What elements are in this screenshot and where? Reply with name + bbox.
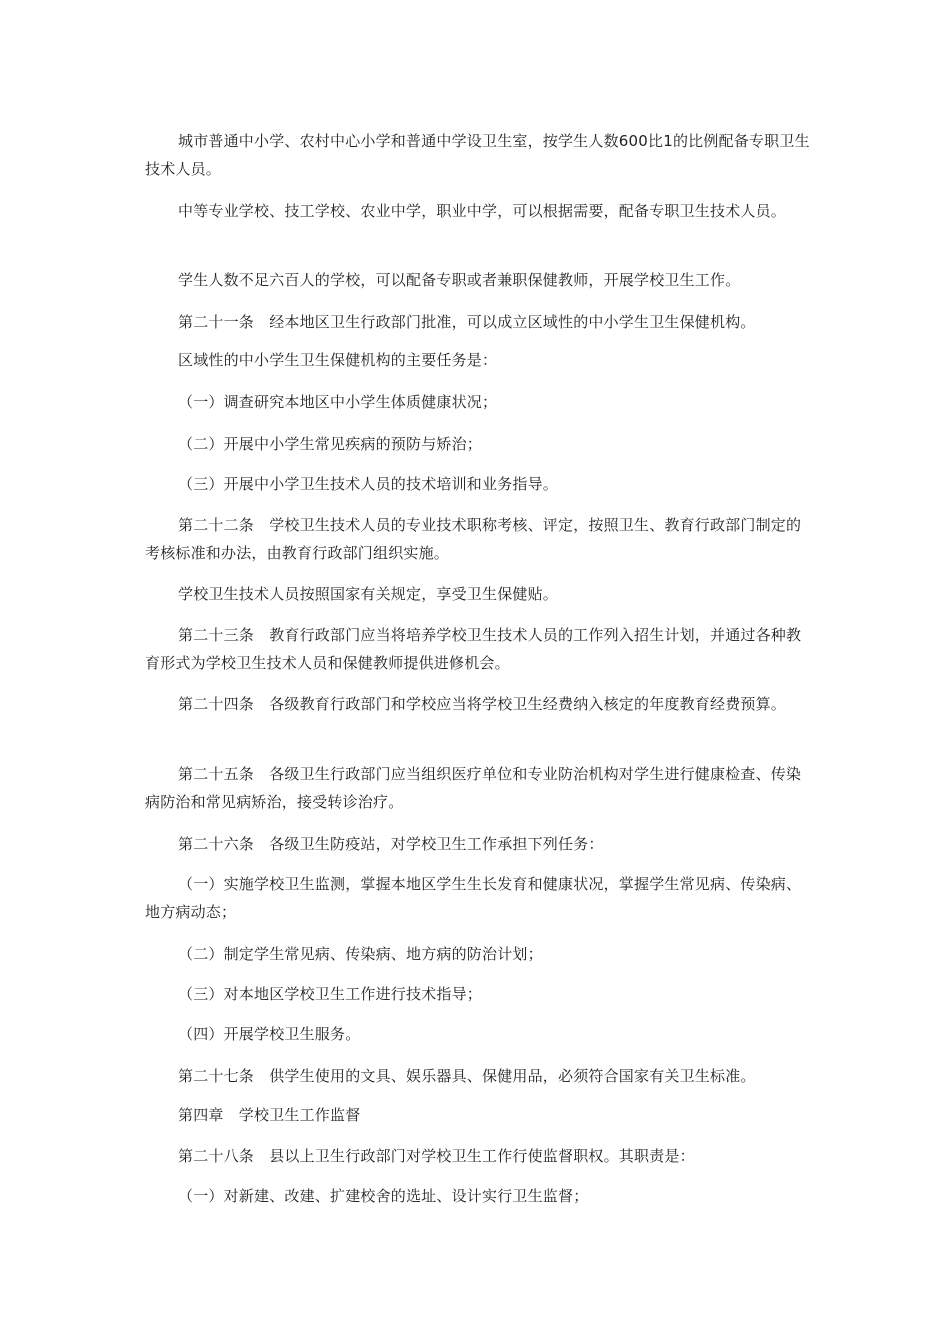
chapter-heading: 第四章 学校卫生工作监督 [178, 1106, 361, 1124]
paragraph: （一）调查研究本地区中小学生体质健康状况； [178, 393, 498, 411]
paragraph: （三）对本地区学校卫生工作进行技术指导； [178, 985, 483, 1003]
paragraph: （二）开展中小学生常见疾病的预防与矫治； [178, 435, 483, 453]
paragraph: （二）制定学生常见病、传染病、地方病的防治计划； [178, 945, 543, 963]
paragraph: 学校卫生技术人员按照国家有关规定，享受卫生保健贴。 [178, 585, 559, 603]
paragraph: （一）实施学校卫生监测，掌握本地区学生生长发育和健康状况，掌握学生常见病、传染病、地方病动态； [145, 875, 802, 921]
paragraph: 中等专业学校、技工学校、农业中学，职业中学，可以根据需要，配备专职卫生技术人员。 [178, 202, 787, 220]
paragraph: 第二十四条 各级教育行政部门和学校应当将学校卫生经费纳入核定的年度教育经费预算。 [178, 695, 787, 713]
paragraph: 第二十五条 各级卫生行政部门应当组织医疗单位和专业防治机构对学生进行健康检查、传染病防治和常见病矫治，接受转诊治疗。 [145, 765, 802, 811]
paragraph: 第二十八条 县以上卫生行政部门对学校卫生工作行使监督职权。其职责是： [178, 1147, 695, 1165]
paragraph: （四）开展学校卫生服务。 [178, 1025, 361, 1043]
paragraph: 城市普通中小学、农村中心小学和普通中学设卫生室，按学生人数600比1的比例配备专职卫生技术人员。 [145, 132, 810, 178]
paragraph: 第二十七条 供学生使用的文具、娱乐器具、保健用品，必须符合国家有关卫生标准。 [178, 1067, 756, 1085]
paragraph: （一）对新建、改建、扩建校舍的选址、设计实行卫生监督； [178, 1187, 589, 1205]
paragraph: 第二十三条 教育行政部门应当将培养学校卫生技术人员的工作列入招生计划，并通过各种教育形式为学校卫生技术人员和保健教师提供进修机会。 [145, 626, 802, 672]
paragraph: 第二十二条 学校卫生技术人员的专业技术职称考核、评定，按照卫生、教育行政部门制定的考核标准和办法，由教育行政部门组织实施。 [145, 516, 802, 562]
paragraph: 学生人数不足六百人的学校，可以配备专职或者兼职保健教师，开展学校卫生工作。 [178, 271, 741, 289]
paragraph: 区域性的中小学生卫生保健机构的主要任务是： [178, 351, 498, 369]
paragraph: （三）开展中小学卫生技术人员的技术培训和业务指导。 [178, 475, 559, 493]
paragraph: 第二十一条 经本地区卫生行政部门批准，可以成立区域性的中小学生卫生保健机构。 [178, 313, 756, 331]
paragraph: 第二十六条 各级卫生防疫站，对学校卫生工作承担下列任务： [178, 835, 604, 853]
